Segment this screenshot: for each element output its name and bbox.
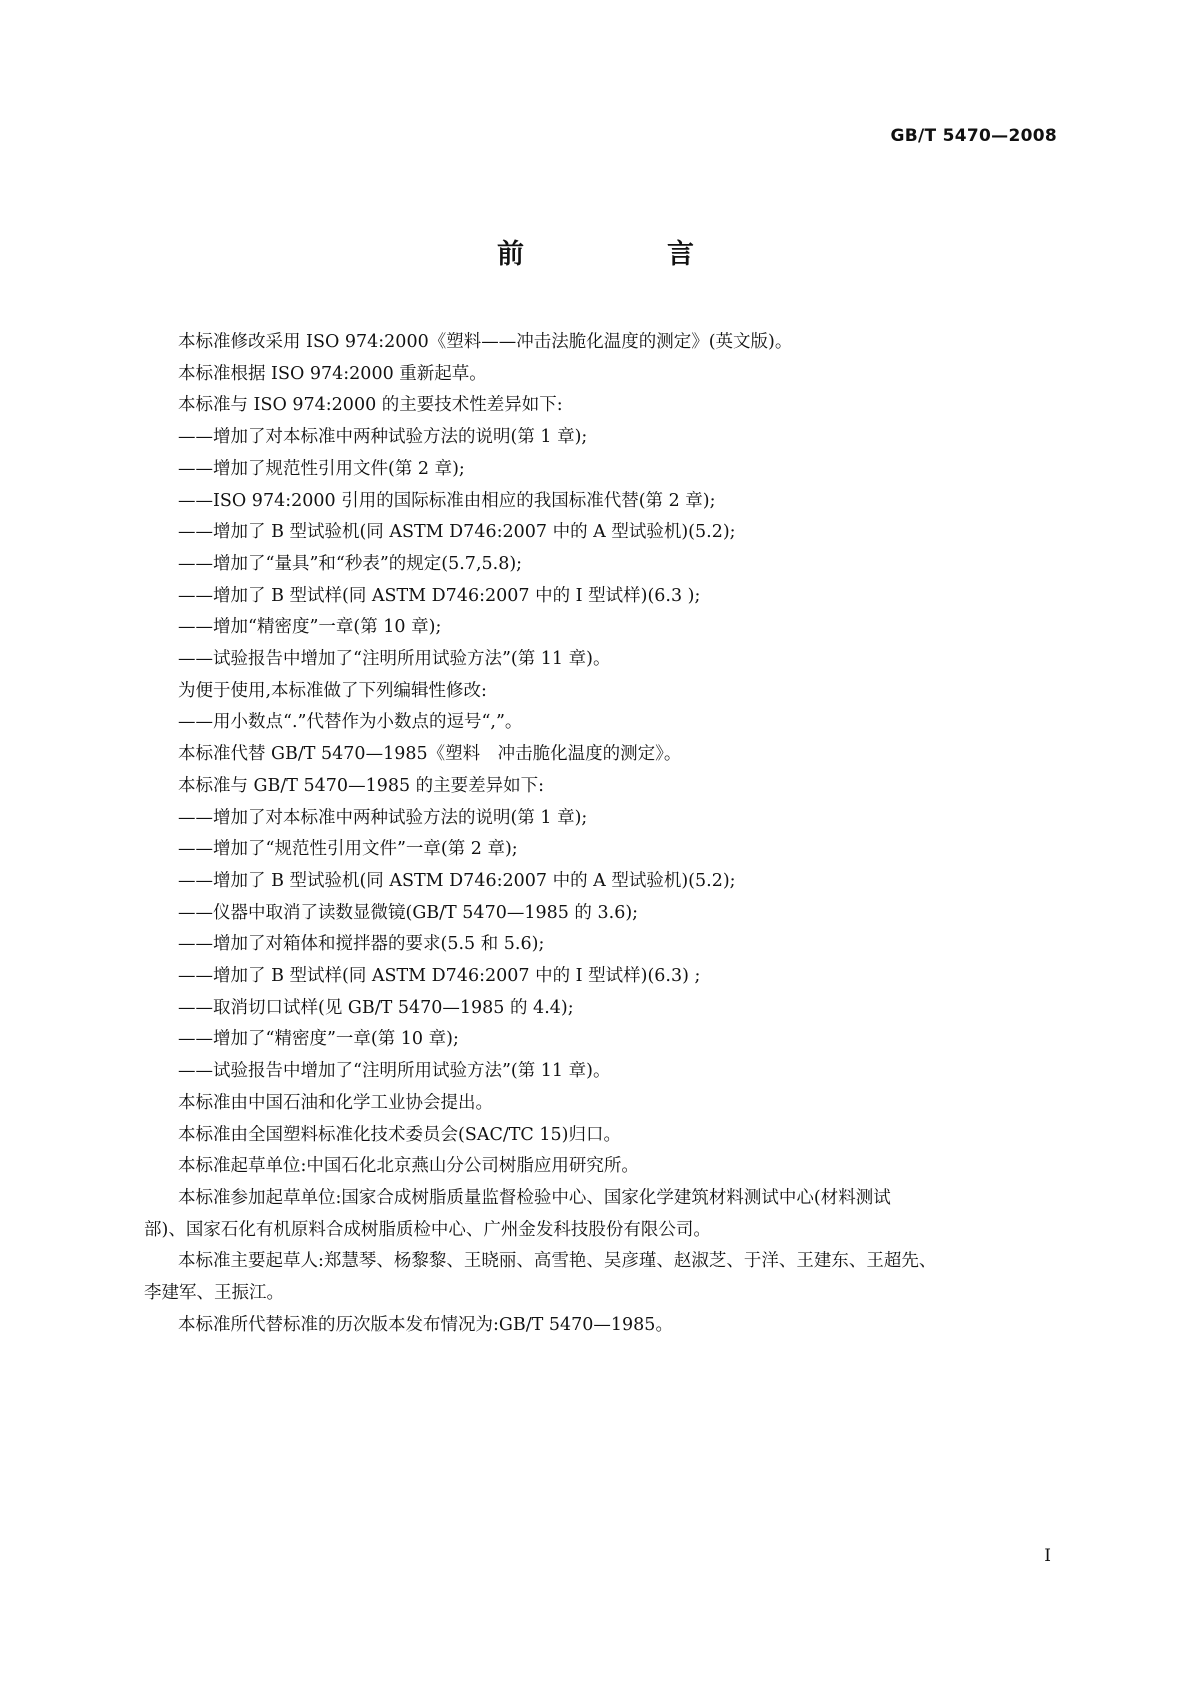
- list-item: ——用小数点“.”代替作为小数点的逗号“,”。: [178, 712, 523, 733]
- list-item: ——增加了对箱体和搅拌器的要求(5.5 和 5.6);: [178, 934, 545, 955]
- standard-code: GB/T 5470—2008: [890, 126, 1057, 146]
- list-item: ——增加了 B 型试样(同 ASTM D746:2007 中的 Ⅰ 型试样)(6.3) ;: [178, 966, 701, 987]
- text-line: 本标准代替 GB/T 5470—1985《塑料 冲击脆化温度的测定》。: [178, 744, 682, 765]
- list-item: ——ISO 974:2000 引用的国际标准由相应的我国标准代替(第 2 章);: [178, 490, 716, 511]
- list-item: ——增加了对本标准中两种试验方法的说明(第 1 章);: [178, 427, 588, 448]
- list-item: ——增加了对本标准中两种试验方法的说明(第 1 章);: [178, 807, 588, 828]
- page-title: 前 言: [497, 239, 752, 270]
- drafters-line-2: 李建军、王振江。: [144, 1283, 284, 1304]
- list-item: ——增加“精密度”一章(第 10 章);: [178, 617, 442, 638]
- list-item: ——试验报告中增加了“注明所用试验方法”(第 11 章)。: [178, 1061, 611, 1082]
- list-item: ——增加了“量具”和“秒表”的规定(5.7,5.8);: [178, 553, 523, 574]
- list-item: ——增加了 B 型试样(同 ASTM D746:2007 中的 Ⅰ 型试样)(6.3 );: [178, 585, 701, 606]
- list-item: ——增加了规范性引用文件(第 2 章);: [178, 458, 465, 479]
- history-line: 本标准所代替标准的历次版本发布情况为:GB/T 5470—1985。: [178, 1314, 673, 1335]
- text-line: 本标准起草单位:中国石化北京燕山分公司树脂应用研究所。: [178, 1156, 639, 1177]
- page-number: I: [1044, 1546, 1051, 1566]
- text-line: 本标准根据 ISO 974:2000 重新起草。: [178, 363, 487, 384]
- list-item: ——增加了 B 型试验机(同 ASTM D746:2007 中的 A 型试验机)(5.2);: [178, 522, 736, 543]
- text-line: 为便于使用,本标准做了下列编辑性修改:: [178, 680, 487, 701]
- drafters-paragraph: [144, 1246, 1058, 1309]
- list-item: ——取消切口试样(见 GB/T 5470—1985 的 4.4);: [178, 997, 574, 1018]
- participants-line-2: 部)、国家石化有机原料合成树脂质检中心、广州金发科技股份有限公司。: [144, 1219, 711, 1240]
- text-line: 本标准修改采用 ISO 974:2000《塑料——冲击法脆化温度的测定》(英文版)。: [178, 332, 793, 352]
- list-item: ——增加了 B 型试验机(同 ASTM D746:2007 中的 A 型试验机)(5.2);: [178, 870, 736, 891]
- participants-line-1: 本标准参加起草单位:国家合成树脂质量监督检验中心、国家化学建筑材料测试中心(材料测试: [178, 1187, 891, 1208]
- text-line: 本标准与 GB/T 5470—1985 的主要差异如下:: [178, 775, 545, 796]
- foreword-body: [144, 327, 1058, 1342]
- list-item: ——仪器中取消了读数显微镜(GB/T 5470—1985 的 3.6);: [178, 902, 639, 923]
- drafters-line-1: 本标准主要起草人:郑慧琴、杨黎黎、王晓丽、高雪艳、吴彦瑾、赵淑芝、于洋、王建东、王超先、: [178, 1251, 937, 1272]
- list-item: ——试验报告中增加了“注明所用试验方法”(第 11 章)。: [178, 649, 611, 670]
- text-line: 本标准与 ISO 974:2000 的主要技术性差异如下:: [178, 395, 563, 416]
- list-item: ——增加了“精密度”一章(第 10 章);: [178, 1029, 459, 1050]
- text-line: 本标准由全国塑料标准化技术委员会(SAC/TC 15)归口。: [178, 1124, 621, 1145]
- text-line: 本标准由中国石油和化学工业协会提出。: [178, 1092, 493, 1113]
- participants-paragraph: [144, 1183, 1058, 1246]
- list-item: ——增加了“规范性引用文件”一章(第 2 章);: [178, 839, 518, 860]
